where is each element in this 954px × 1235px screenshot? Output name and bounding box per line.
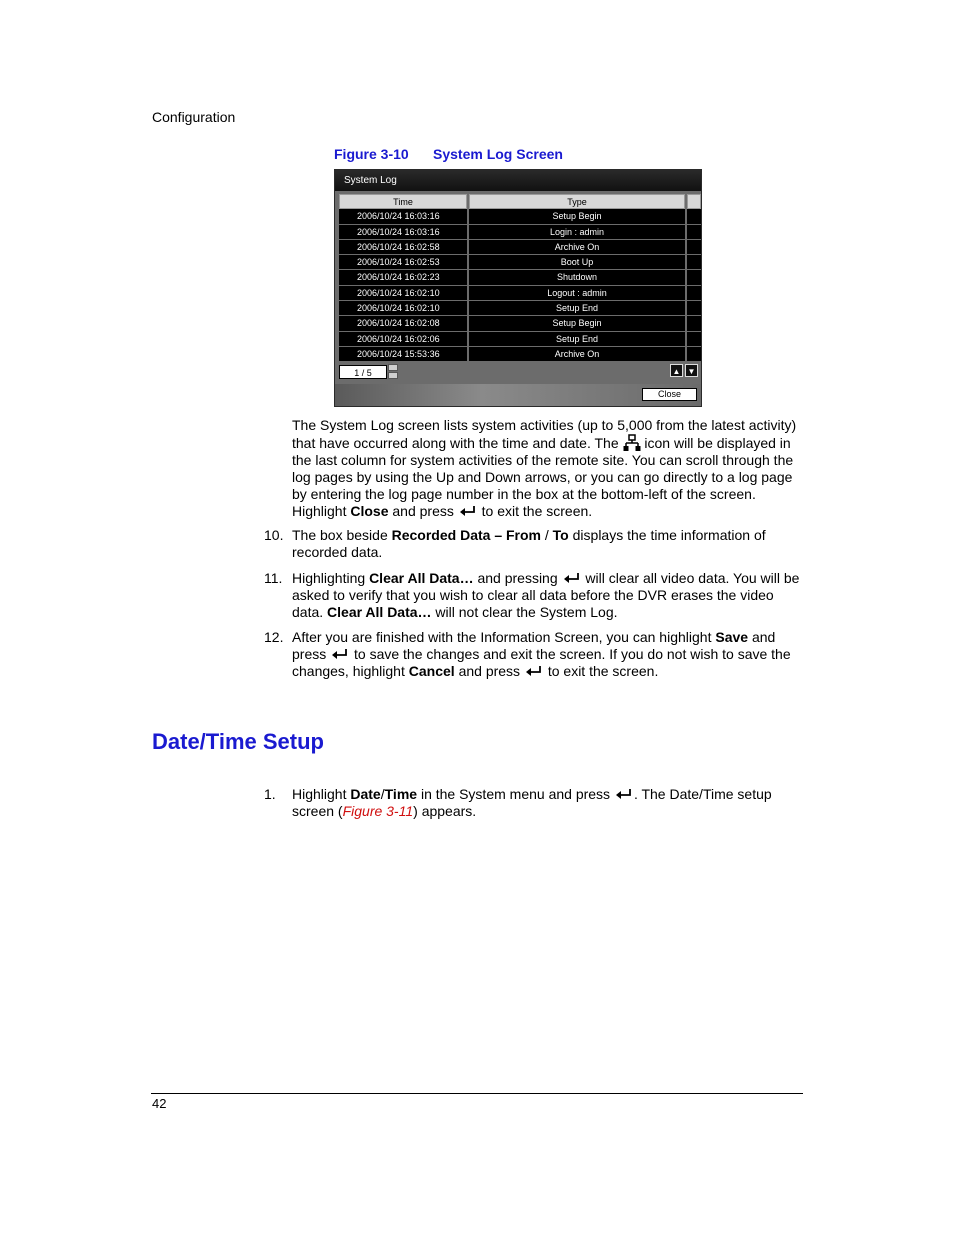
window-title: System Log: [335, 170, 701, 191]
table-row[interactable]: [339, 347, 701, 362]
row-type: Logout : admin: [469, 286, 685, 301]
row-time: 2006/10/24 16:02:08: [339, 316, 467, 331]
row-type: Boot Up: [469, 255, 685, 270]
figure-title: System Log Screen: [433, 146, 563, 162]
column-header-type: Type: [469, 194, 685, 209]
arrow-down-icon: ▼: [687, 367, 696, 376]
enter-key-icon: [562, 572, 582, 584]
table-row[interactable]: [339, 316, 701, 331]
list-number: 10.: [264, 527, 284, 543]
section-title: Date/Time Setup: [152, 729, 324, 754]
enter-key-icon: [614, 788, 634, 800]
row-remote: [687, 316, 701, 331]
row-time: 2006/10/24 16:03:16: [339, 225, 467, 240]
row-type: Archive On: [469, 347, 685, 362]
close-button[interactable]: Close: [642, 388, 697, 401]
row-remote: [687, 240, 701, 255]
row-remote: [687, 225, 701, 240]
page-number: 42: [152, 1096, 167, 1111]
row-type: Login : admin: [469, 225, 685, 240]
figure-number: Figure 3-10: [334, 146, 409, 162]
list-item: The box beside Recorded Data – From / To displays the time information of recorded data.: [292, 527, 766, 561]
table-row[interactable]: [339, 209, 701, 224]
page-number-input[interactable]: 1 / 5: [339, 365, 387, 379]
column-header-time: Time: [339, 194, 467, 209]
enter-key-icon: [458, 505, 478, 517]
column-header-blank: [687, 194, 701, 209]
list-number: 1.: [264, 786, 276, 802]
network-icon: [623, 434, 641, 452]
row-remote: [687, 347, 701, 362]
row-time: 2006/10/24 16:02:53: [339, 255, 467, 270]
row-type: Shutdown: [469, 270, 685, 285]
row-type: Setup End: [469, 332, 685, 347]
row-type: Setup Begin: [469, 316, 685, 331]
log-table: [339, 194, 701, 362]
row-time: 2006/10/24 16:02:06: [339, 332, 467, 347]
row-remote: [687, 209, 701, 224]
row-time: 2006/10/24 16:02:10: [339, 301, 467, 316]
arrow-up-icon: ▲: [672, 367, 681, 376]
row-remote: [687, 286, 701, 301]
table-row[interactable]: [339, 255, 701, 270]
row-time: 2006/10/24 16:03:16: [339, 209, 467, 224]
table-header: [339, 194, 701, 209]
list-item: Highlighting Clear All Data… and pressing will clear all video data. You will be asked to verify that you wish to clear all data before the DVR erases the video data. Clear All Data… will not clear the System Log.: [292, 570, 800, 621]
row-remote: [687, 301, 701, 316]
figure-caption: [334, 146, 563, 162]
row-time: 2006/10/24 16:02:10: [339, 286, 467, 301]
row-remote: [687, 270, 701, 285]
table-row[interactable]: [339, 286, 701, 301]
table-row[interactable]: [339, 332, 701, 347]
table-row[interactable]: [339, 225, 701, 240]
system-log-screenshot: [334, 169, 702, 407]
list-item: After you are finished with the Information Screen, you can highlight Save and press to save the changes and exit the screen. If you do not wish to save the changes, highlight Cancel and press to exit the screen.: [292, 629, 791, 680]
enter-key-icon: [524, 665, 544, 677]
page-spin-up[interactable]: [388, 364, 398, 371]
enter-key-icon: [330, 648, 350, 660]
page-spin-down[interactable]: [388, 372, 398, 379]
scroll-down-button[interactable]: [685, 364, 698, 377]
footer-divider: [151, 1093, 803, 1094]
system-log-description: The System Log screen lists system activities (up to 5,000 from the latest activity) that have occurred along with the time and date. The icon will be displayed in the last column for system activities of the remote site. You can scroll through the log pages by using the Up and Down arrows, or you can go directly to a log page by entering the log page number in the box at the bottom-left of the screen. Highlight Close and press to exit the screen.: [292, 417, 797, 520]
table-row[interactable]: [339, 240, 701, 255]
row-remote: [687, 332, 701, 347]
list-number: 11.: [264, 570, 283, 586]
running-header: Configuration: [152, 109, 236, 125]
table-row[interactable]: [339, 270, 701, 285]
list-number: 12.: [264, 629, 284, 645]
row-remote: [687, 255, 701, 270]
figure-reference-link[interactable]: Figure 3-11: [342, 803, 414, 820]
list-item: Highlight Date/Time in the System menu and press . The Date/Time setup screen (Figure 3-11) appears.: [292, 786, 772, 820]
row-type: Setup End: [469, 301, 685, 316]
table-row[interactable]: [339, 301, 701, 316]
row-type: Setup Begin: [469, 209, 685, 224]
scroll-up-button[interactable]: [670, 364, 683, 377]
row-time: 2006/10/24 15:53:36: [339, 347, 467, 362]
row-time: 2006/10/24 16:02:58: [339, 240, 467, 255]
row-type: Archive On: [469, 240, 685, 255]
row-time: 2006/10/24 16:02:23: [339, 270, 467, 285]
